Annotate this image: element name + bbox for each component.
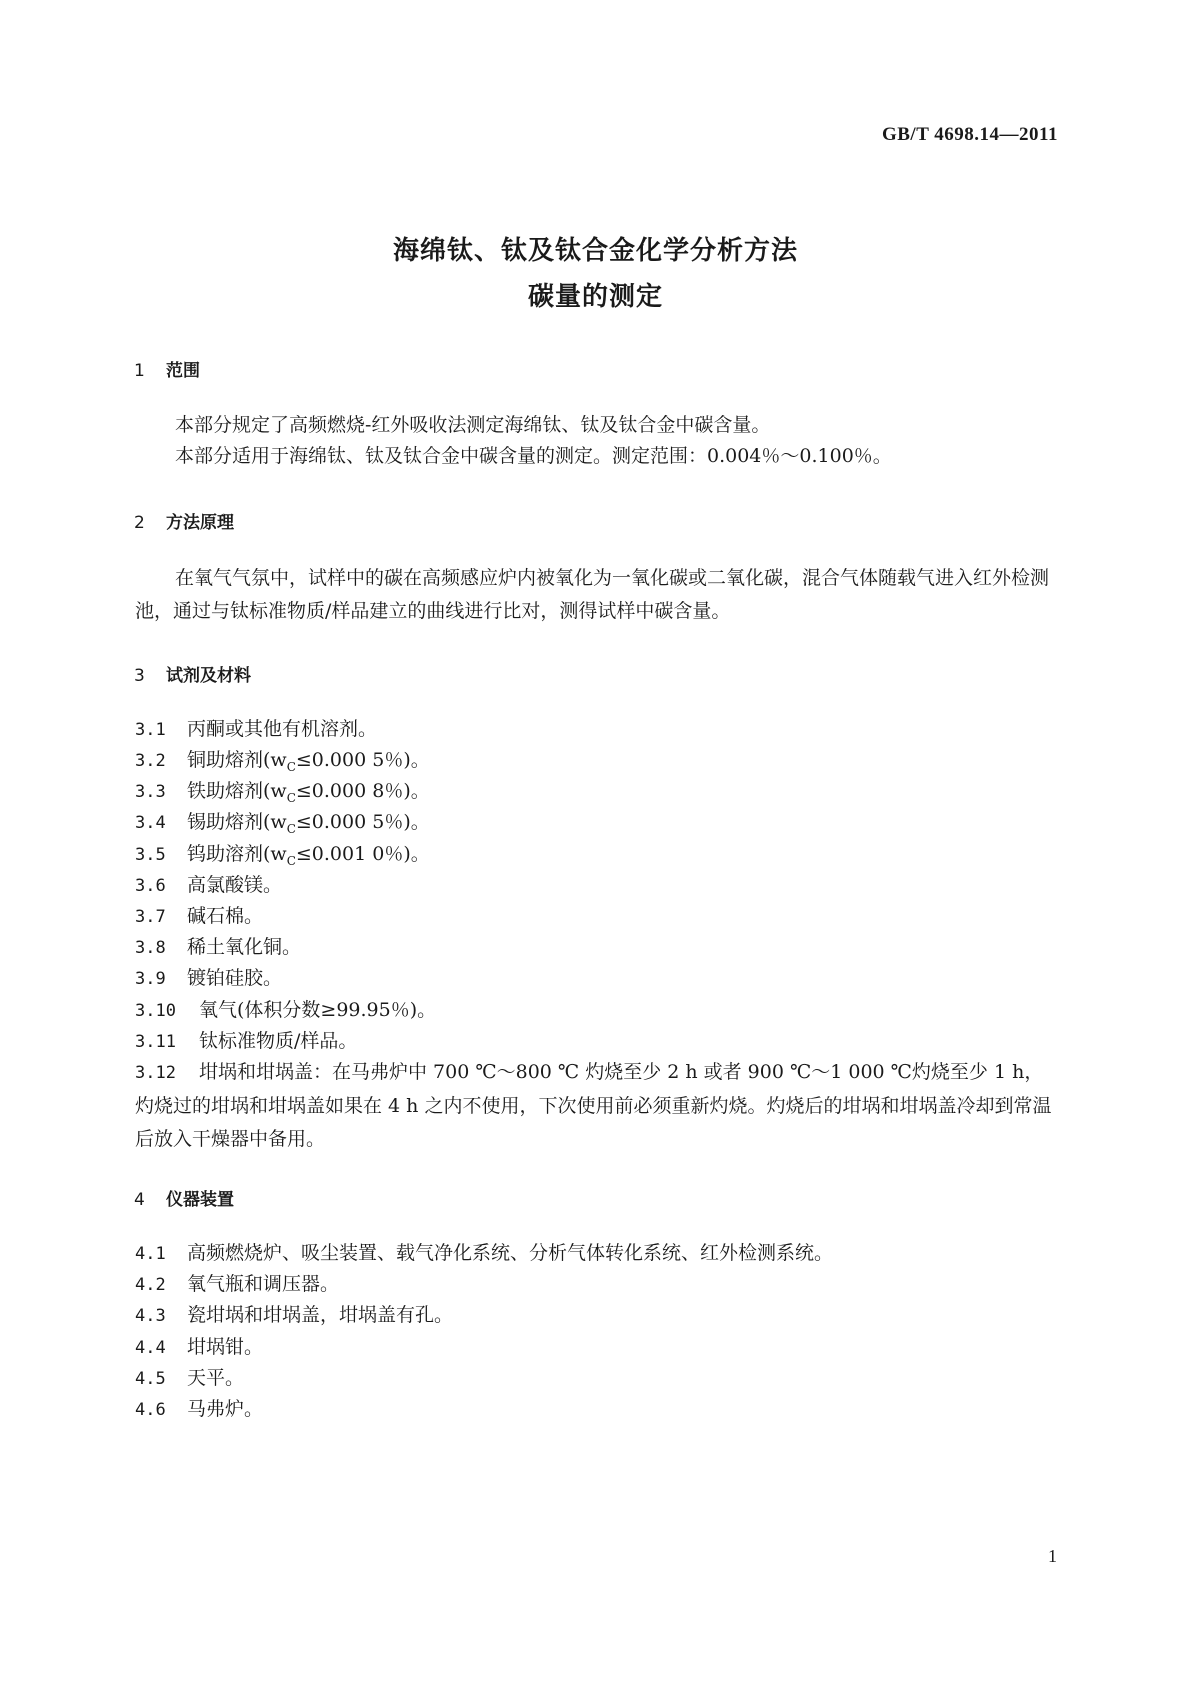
- list-item: [135, 1362, 1061, 1396]
- section-number: 4: [134, 1190, 145, 1210]
- section-4-heading: [134, 1185, 234, 1210]
- subscript: C: [286, 853, 296, 868]
- list-item: [135, 900, 1061, 934]
- item-text-tail: ≤0.000 5％)。: [295, 749, 430, 771]
- item-number: 4.5: [135, 1369, 166, 1389]
- item-text: 高频燃烧炉、吸尘装置、载气净化系统、分析气体转化系统、红外检测系统。: [187, 1242, 834, 1264]
- list-item: [135, 931, 1061, 965]
- list-item: [135, 1331, 1061, 1365]
- subscript: C: [286, 790, 296, 805]
- paragraph-text: 在氧气气氛中，试样中的碳在高频感应炉内被氧化为一氧化碳或二氧化碳，混合气体随载气进入红外检测池，通过与钛标准物质/样品建立的曲线进行比对，测得试样中碳含量。: [135, 567, 1050, 622]
- subscript: C: [286, 759, 296, 774]
- list-item: [135, 1237, 1061, 1271]
- item-text-tail: ≤0.000 5％)。: [295, 811, 430, 833]
- item-text: 天平。: [187, 1367, 245, 1389]
- item-text: 铜助熔剂(w: [187, 749, 287, 771]
- item-number: 3.8: [135, 938, 166, 958]
- section-number: 2: [134, 513, 145, 533]
- paragraph-text: 本部分适用于海绵钛、钛及钛合金中碳含量的测定。测定范围：0.004％～0.100％。: [175, 445, 892, 467]
- section-number: 3: [134, 666, 145, 686]
- list-item: [135, 962, 1061, 996]
- section-title: 方法原理: [166, 513, 234, 533]
- item-text-tail: ≤0.001 0％)。: [295, 843, 430, 865]
- paragraph-text: 本部分规定了高频燃烧-红外吸收法测定海绵钛、钛及钛合金中碳含量。: [175, 414, 771, 436]
- section-1-paragraph-2: [135, 440, 1061, 473]
- item-text: 氧气瓶和调压器。: [187, 1273, 340, 1295]
- standard-code: GB/T 4698.14—2011: [881, 124, 1058, 145]
- item-text: 钨助溶剂(w: [187, 843, 287, 865]
- section-1-paragraph-1: [135, 409, 1061, 442]
- item-number: 3.11: [135, 1032, 176, 1052]
- item-number: 3.6: [135, 876, 166, 896]
- document-title-line2: 碳量的测定: [527, 282, 663, 312]
- item-text: 碱石棉。: [187, 905, 264, 927]
- item-text: 瓷坩埚和坩埚盖，坩埚盖有孔。: [187, 1304, 454, 1326]
- item-number: 4.2: [135, 1275, 166, 1295]
- page-number: 1: [1048, 1546, 1057, 1566]
- list-item: [135, 1393, 1061, 1427]
- item-text: 镀铂硅胶。: [187, 967, 283, 989]
- item-text: 坩埚钳。: [187, 1336, 264, 1358]
- item-number: 3.9: [135, 969, 166, 989]
- item-text: 稀土氧化铜。: [187, 936, 302, 958]
- item-text: 锡助熔剂(w: [187, 811, 287, 833]
- document-title-line1: 海绵钛、钛及钛合金化学分析方法: [392, 236, 798, 266]
- section-1-heading: [134, 356, 200, 381]
- section-number: 1: [134, 361, 145, 381]
- section-title: 仪器装置: [166, 1190, 234, 1210]
- list-item: [135, 1268, 1061, 1302]
- item-number: 3.5: [135, 845, 166, 865]
- section-2-heading: [134, 508, 234, 533]
- list-item: [135, 713, 1061, 747]
- item-number: 3.12: [135, 1063, 176, 1083]
- item-number: 3.7: [135, 907, 166, 927]
- item-text: 马弗炉。: [187, 1398, 264, 1420]
- section-title: 试剂及材料: [166, 666, 251, 686]
- item-text: 氧气(体积分数≥99.95％)。: [199, 999, 437, 1021]
- item-text: 钛标准物质/样品。: [199, 1030, 358, 1052]
- subscript: C: [286, 821, 296, 836]
- list-item: [135, 1056, 1061, 1156]
- list-item: [135, 1025, 1061, 1059]
- item-text: 坩埚和坩埚盖：在马弗炉中 700 ℃～800 ℃ 灼烧至少 2 h 或者 900 ℃～1 000 ℃灼烧至少 1 h，灼烧过的坩埚和坩埚盖如果在 4 h 之内不使用，下次使用前必须重新灼烧。灼烧后的坩埚和坩埚盖冷却到常温后放入干燥器中备用。: [135, 1061, 1052, 1150]
- item-number: 3.4: [135, 813, 166, 833]
- list-item: [135, 869, 1061, 903]
- item-number: 4.3: [135, 1306, 166, 1326]
- item-number: 3.3: [135, 782, 166, 802]
- item-number: 4.6: [135, 1400, 166, 1420]
- item-text-tail: ≤0.000 8％)。: [295, 780, 430, 802]
- list-item: [135, 994, 1061, 1028]
- list-item: [135, 1299, 1061, 1333]
- item-number: 4.1: [135, 1244, 166, 1264]
- item-number: 4.4: [135, 1338, 166, 1358]
- item-text: 丙酮或其他有机溶剂。: [187, 718, 378, 740]
- item-text: 铁助熔剂(w: [187, 780, 287, 802]
- section-2-paragraph-1: [135, 562, 1061, 628]
- item-number: 3.10: [135, 1001, 176, 1021]
- item-text: 高氯酸镁。: [187, 874, 283, 896]
- item-number: 3.2: [135, 751, 166, 771]
- section-3-heading: [134, 661, 251, 686]
- item-number: 3.1: [135, 720, 166, 740]
- section-title: 范围: [166, 361, 200, 381]
